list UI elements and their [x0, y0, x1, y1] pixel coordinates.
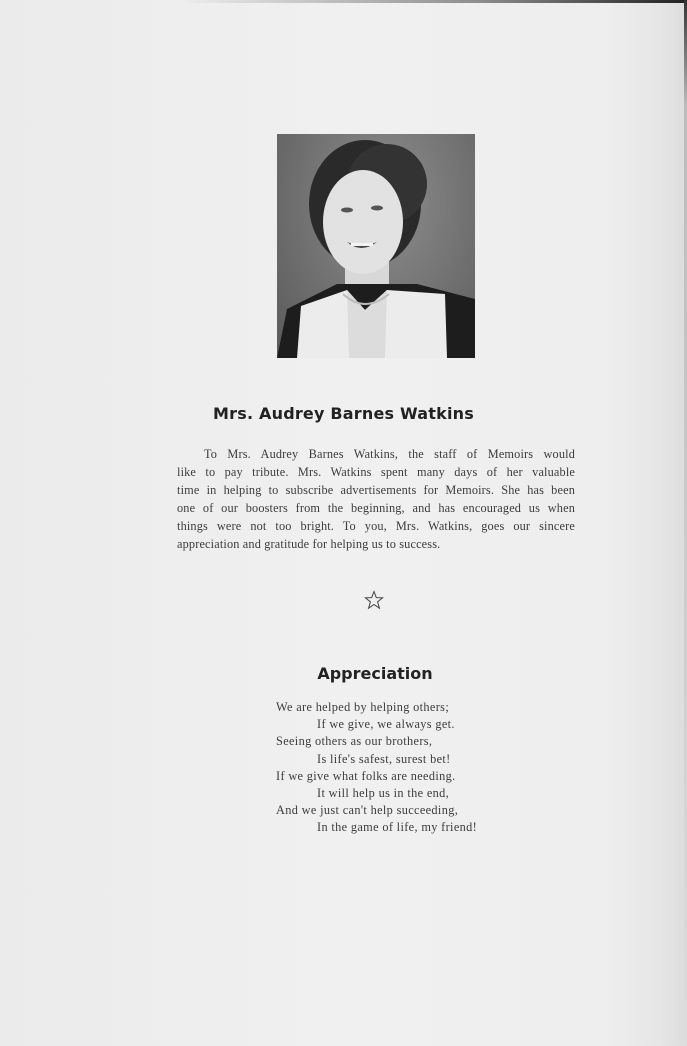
paragraph-line: To Mrs. Audrey Barnes Watkins, the staff of Memoirs would — [204, 447, 575, 461]
portrait-illustration — [277, 134, 475, 358]
paragraph-line: things were not too bright. To you, Mrs. Watkins, goes our sincere — [177, 519, 575, 533]
portrait-photo — [277, 134, 475, 358]
poem-body — [276, 699, 477, 837]
poem-line: It will help us in the end, — [317, 786, 450, 801]
poem-line: We are helped by helping others; — [276, 700, 450, 714]
poem-title: Appreciation — [317, 664, 433, 683]
poem-line: Is life's safest, surest bet! — [317, 751, 451, 766]
page-top-edge — [180, 0, 687, 3]
paragraph-line: time in helping to subscribe advertisements for Memoirs. She has been — [177, 483, 575, 497]
paragraph-line: appreciation and gratitude for helping us to success. — [177, 537, 441, 551]
poem-line: In the game of life, my friend! — [317, 820, 478, 835]
tribute-title: Mrs. Audrey Barnes Watkins — [213, 404, 474, 423]
star-outline-icon — [364, 590, 384, 610]
poem-line: Seeing others as our brothers, — [276, 734, 433, 749]
poem-line: If we give, we always get. — [317, 717, 455, 732]
paragraph-line: one of our boosters from the beginning, and has encouraged us when — [177, 501, 575, 515]
tribute-paragraph — [177, 445, 575, 553]
poem-line: And we just can't help succeeding, — [276, 803, 459, 818]
paragraph-line: like to pay tribute. Mrs. Watkins spent many days of her valuable — [177, 465, 575, 479]
poem-line: If we give what folks are needing. — [276, 768, 456, 783]
